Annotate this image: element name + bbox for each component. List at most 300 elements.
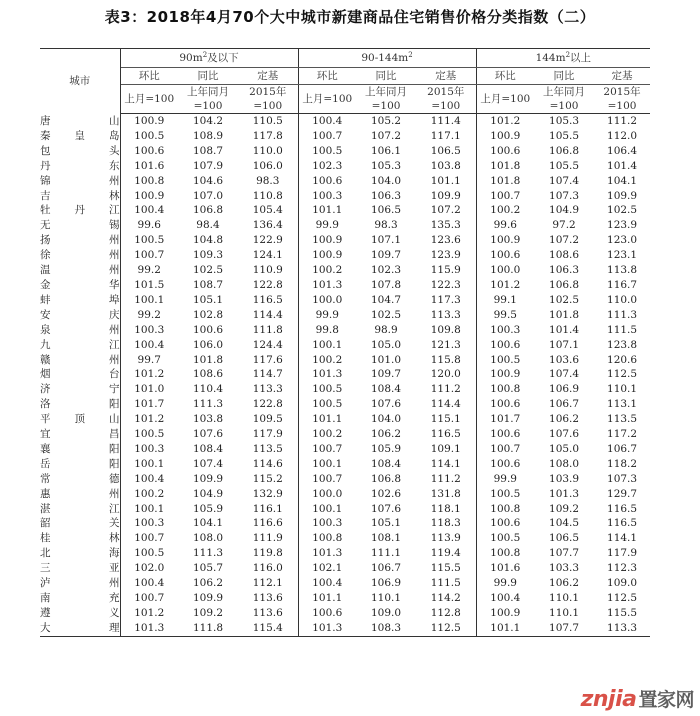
- index-value-cell: 107.4: [192, 457, 224, 470]
- base-header: 2015年=100: [594, 85, 650, 114]
- city-cell: 南充: [40, 592, 120, 604]
- index-value-cell: 100.4: [134, 204, 165, 217]
- index-value-cell: 104.7: [370, 293, 402, 306]
- index-value-cell: 111.2: [607, 115, 638, 127]
- index-value-cell: 99.9: [493, 577, 517, 590]
- index-value-cell: 101.1: [416, 174, 476, 189]
- base-header: 上年同月=100: [178, 85, 238, 114]
- index-value-cell: 105.0: [549, 442, 580, 455]
- index-value-cell: 100.8: [312, 532, 343, 545]
- index-value-cell: 110.4: [192, 383, 224, 396]
- city-cell: 泸州: [40, 577, 120, 590]
- index-value-cell: 104.8: [192, 234, 224, 247]
- index-value-cell: 122.8: [238, 397, 298, 412]
- index-value-cell: 108.9: [192, 129, 224, 142]
- index-value-cell: 115.5: [607, 606, 638, 619]
- index-value-cell: 116.5: [238, 293, 298, 308]
- index-value-cell: 101.1: [476, 621, 534, 636]
- index-value-cell: 111.3: [192, 398, 224, 411]
- index-value-cell: 121.3: [416, 338, 476, 353]
- table-row: [40, 457, 650, 472]
- index-value-cell: 104.9: [192, 487, 224, 500]
- index-value-cell: 111.2: [416, 472, 476, 487]
- index-value-cell: 114.4: [238, 308, 298, 323]
- index-value-cell: 101.5: [134, 278, 165, 291]
- index-value-cell: 108.6: [549, 249, 580, 262]
- index-value-cell: 100.3: [312, 189, 343, 202]
- index-value-cell: 136.4: [238, 218, 298, 233]
- base-header: 2015年=100: [238, 85, 298, 114]
- index-value-cell: 113.5: [607, 413, 638, 426]
- index-value-cell: 100.2: [312, 353, 343, 366]
- index-value-cell: 117.6: [238, 353, 298, 368]
- index-value-cell: 101.3: [298, 621, 356, 636]
- index-value-cell: 100.5: [134, 129, 165, 142]
- city-cell: 宜昌: [40, 428, 120, 441]
- index-value-cell: 105.1: [192, 293, 224, 306]
- metric-header: 同比: [178, 68, 238, 85]
- index-value-cell: 101.3: [312, 547, 343, 560]
- index-value-cell: 102.3: [370, 264, 402, 277]
- index-value-cell: 101.7: [134, 398, 165, 411]
- index-value-cell: 111.5: [416, 576, 476, 591]
- city-cell: 徐州: [40, 249, 120, 262]
- index-value-cell: 102.5: [607, 204, 638, 217]
- table-row: [40, 382, 650, 397]
- index-value-cell: 100.5: [490, 487, 521, 500]
- index-value-cell: 123.1: [607, 249, 638, 262]
- index-value-cell: 100.2: [312, 264, 343, 277]
- index-value-cell: 110.0: [607, 293, 638, 306]
- index-value-cell: 106.8: [549, 144, 580, 157]
- city-cell: 桂林: [40, 532, 120, 545]
- index-value-cell: 117.9: [238, 427, 298, 442]
- index-value-cell: 107.1: [370, 234, 402, 247]
- index-value-cell: 100.4: [134, 472, 165, 485]
- index-value-cell: 115.8: [416, 353, 476, 368]
- index-value-cell: 113.6: [238, 606, 298, 621]
- index-value-cell: 106.7: [607, 442, 638, 455]
- group-header-144-above: $144m^2$以上: [476, 49, 650, 68]
- index-value-cell: 101.3: [549, 487, 580, 500]
- index-value-cell: 108.0: [549, 457, 580, 470]
- header-row-bases: [40, 85, 650, 114]
- index-value-cell: 104.6: [192, 174, 224, 187]
- index-value-cell: 115.2: [238, 472, 298, 487]
- index-value-cell: 108.0: [192, 532, 224, 545]
- index-value-cell: 100.3: [312, 517, 343, 530]
- index-value-cell: 104.1: [607, 174, 638, 187]
- index-value-cell: 101.2: [490, 115, 521, 127]
- base-header: 上年同月=100: [534, 85, 594, 114]
- index-value-cell: 101.6: [490, 562, 521, 575]
- index-value-cell: 101.4: [549, 323, 580, 336]
- index-value-cell: 104.2: [192, 115, 224, 127]
- index-value-cell: 100.3: [134, 517, 165, 530]
- city-cell: 大理: [40, 621, 120, 636]
- metric-header: 同比: [356, 68, 416, 85]
- index-value-cell: 106.7: [549, 398, 580, 411]
- index-value-cell: 114.2: [416, 591, 476, 606]
- index-value-cell: 100.2: [490, 204, 521, 217]
- index-value-cell: 103.8: [416, 159, 476, 174]
- index-value-cell: 107.7: [549, 547, 580, 560]
- table-row: [40, 502, 650, 517]
- index-value-cell: 100.9: [490, 368, 521, 381]
- table-row: [40, 576, 650, 591]
- index-value-cell: 99.9: [315, 308, 339, 321]
- index-value-cell: 101.1: [312, 204, 343, 217]
- city-cell: 洛阳: [40, 398, 120, 411]
- index-value-cell: 119.4: [416, 546, 476, 561]
- index-value-cell: 101.1: [312, 413, 343, 426]
- index-value-cell: 98.4: [196, 219, 220, 232]
- index-value-cell: 105.9: [370, 442, 402, 455]
- table-row: [40, 621, 650, 636]
- index-value-cell: 101.8: [490, 159, 521, 172]
- index-value-cell: 101.1: [312, 592, 343, 604]
- base-header: 上月=100: [298, 85, 356, 114]
- index-value-cell: 101.2: [490, 278, 521, 291]
- table-row: [40, 338, 650, 353]
- index-value-cell: 109.9: [416, 189, 476, 204]
- index-value-cell: 116.6: [238, 516, 298, 531]
- index-value-cell: 102.5: [370, 308, 402, 321]
- index-value-cell: 111.1: [370, 547, 402, 560]
- index-value-cell: 106.9: [370, 577, 402, 590]
- index-value-cell: 116.5: [416, 427, 476, 442]
- index-value-cell: 135.3: [416, 218, 476, 233]
- metric-header: 环比: [476, 68, 534, 85]
- index-value-cell: 103.9: [549, 472, 580, 485]
- index-value-cell: 100.7: [134, 592, 165, 604]
- group-header-90-below: $90m^2$及以下: [120, 49, 298, 68]
- index-value-cell: 100.6: [490, 144, 521, 157]
- index-value-cell: 120.6: [607, 353, 638, 366]
- city-cell: 安庆: [40, 308, 120, 321]
- table-row: [40, 174, 650, 189]
- index-value-cell: 100.4: [134, 338, 165, 351]
- table-row: [40, 263, 650, 278]
- metric-header: 定基: [416, 68, 476, 85]
- price-index-table: [40, 48, 650, 637]
- group-header-90-144: $90-144m^2$: [298, 49, 476, 68]
- city-cell: 北海: [40, 547, 120, 560]
- index-value-cell: 106.0: [238, 159, 298, 174]
- index-value-cell: 106.5: [370, 204, 402, 217]
- table-row: [40, 516, 650, 531]
- index-value-cell: 118.1: [416, 502, 476, 517]
- index-value-cell: 106.4: [607, 144, 638, 157]
- index-value-cell: 99.8: [315, 323, 339, 336]
- index-value-cell: 100.2: [312, 428, 343, 441]
- table-row: [40, 546, 650, 561]
- city-cell: 扬州: [40, 234, 120, 247]
- index-value-cell: 100.5: [134, 234, 165, 247]
- index-value-cell: 111.4: [416, 114, 476, 129]
- index-value-cell: 107.6: [192, 428, 224, 441]
- index-value-cell: 99.7: [137, 353, 161, 366]
- index-value-cell: 100.4: [490, 592, 521, 604]
- index-value-cell: 116.7: [607, 278, 638, 291]
- index-value-cell: 100.5: [490, 532, 521, 545]
- index-value-cell: 102.0: [134, 562, 165, 575]
- index-value-cell: 101.2: [134, 606, 165, 619]
- index-value-cell: 100.8: [490, 547, 521, 560]
- city-cell: 秦皇岛: [40, 129, 120, 142]
- index-value-cell: 109.9: [607, 189, 638, 202]
- index-value-cell: 116.5: [607, 502, 638, 515]
- index-value-cell: 98.3: [238, 174, 298, 189]
- index-value-cell: 100.1: [312, 457, 343, 470]
- table-row: [40, 114, 650, 129]
- table-row: [40, 218, 650, 233]
- base-header: 2015年=100: [416, 85, 476, 114]
- index-value-cell: 109.0: [607, 577, 638, 590]
- index-value-cell: 100.9: [134, 115, 165, 127]
- index-value-cell: 101.3: [312, 368, 343, 381]
- index-value-cell: 108.4: [370, 383, 402, 396]
- table-row: [40, 472, 650, 487]
- index-value-cell: 100.3: [134, 442, 165, 455]
- index-value-cell: 100.6: [312, 174, 343, 187]
- index-value-cell: 100.0: [312, 293, 343, 306]
- index-value-cell: 106.9: [549, 383, 580, 396]
- index-value-cell: 105.4: [238, 203, 298, 218]
- index-value-cell: 100.6: [490, 398, 521, 411]
- table-row: [40, 397, 650, 412]
- index-value-cell: 124.4: [238, 338, 298, 353]
- index-value-cell: 109.9: [192, 592, 224, 604]
- index-value-cell: 106.5: [549, 532, 580, 545]
- index-value-cell: 111.5: [607, 323, 638, 336]
- index-value-cell: 100.7: [312, 129, 343, 142]
- index-value-cell: 107.6: [549, 428, 580, 441]
- index-value-cell: 117.2: [607, 428, 638, 441]
- index-value-cell: 116.1: [238, 502, 298, 517]
- city-cell: 湛江: [40, 502, 120, 515]
- index-value-cell: 110.1: [549, 606, 580, 619]
- metric-header: 环比: [298, 68, 356, 85]
- index-value-cell: 107.9: [192, 159, 224, 172]
- index-value-cell: 101.6: [134, 159, 165, 172]
- index-value-cell: 109.7: [370, 249, 402, 262]
- table-row: [40, 233, 650, 248]
- index-value-cell: 100.5: [134, 428, 165, 441]
- index-value-cell: 100.7: [490, 189, 521, 202]
- table-row: [40, 442, 650, 457]
- index-value-cell: 107.1: [549, 338, 580, 351]
- index-value-cell: 106.1: [370, 144, 402, 157]
- index-value-cell: 99.9: [315, 219, 339, 232]
- index-value-cell: 106.3: [549, 264, 580, 277]
- index-value-cell: 123.9: [416, 248, 476, 263]
- index-value-cell: 108.4: [370, 457, 402, 470]
- index-value-cell: 107.8: [370, 278, 402, 291]
- index-value-cell: 100.7: [134, 249, 165, 262]
- index-value-cell: 99.9: [493, 472, 517, 485]
- index-value-cell: 123.8: [607, 338, 638, 351]
- index-value-cell: 100.1: [134, 502, 165, 515]
- city-cell: 金华: [40, 278, 120, 291]
- index-value-cell: 131.8: [416, 487, 476, 502]
- index-value-cell: 105.7: [192, 562, 224, 575]
- index-value-cell: 112.5: [416, 621, 476, 636]
- index-value-cell: 112.8: [416, 606, 476, 621]
- index-value-cell: 105.0: [370, 338, 402, 351]
- table-row: [40, 561, 650, 576]
- index-value-cell: 101.3: [312, 278, 343, 291]
- index-value-cell: 98.9: [374, 323, 398, 336]
- index-value-cell: 102.6: [370, 487, 402, 500]
- city-cell: 泉州: [40, 323, 120, 336]
- index-value-cell: 105.2: [370, 115, 402, 127]
- index-value-cell: 100.8: [490, 383, 521, 396]
- metric-header: 定基: [594, 68, 650, 85]
- index-value-cell: 106.8: [549, 278, 580, 291]
- index-value-cell: 101.3: [120, 621, 178, 636]
- index-value-cell: 118.3: [416, 516, 476, 531]
- city-cell: 烟台: [40, 368, 120, 381]
- index-value-cell: 117.8: [238, 129, 298, 144]
- table-row: [40, 591, 650, 606]
- index-value-cell: 107.4: [549, 174, 580, 187]
- base-header: 上月=100: [120, 85, 178, 114]
- index-value-cell: 123.9: [607, 219, 638, 232]
- index-value-cell: 110.1: [370, 592, 402, 604]
- index-value-cell: 102.8: [192, 308, 224, 321]
- table-row: [40, 248, 650, 263]
- index-value-cell: 106.8: [370, 472, 402, 485]
- index-value-cell: 100.4: [312, 577, 343, 590]
- metric-header: 环比: [120, 68, 178, 85]
- city-cell: 蚌埠: [40, 293, 120, 306]
- index-value-cell: 100.8: [134, 174, 165, 187]
- table-row: [40, 144, 650, 159]
- index-value-cell: 100.1: [312, 338, 343, 351]
- table-row: [40, 189, 650, 204]
- index-value-cell: 108.7: [192, 144, 224, 157]
- index-value-cell: 113.3: [416, 308, 476, 323]
- index-value-cell: 100.6: [490, 457, 521, 470]
- index-value-cell: 100.6: [312, 606, 343, 619]
- table-row: [40, 293, 650, 308]
- city-cell: 常德: [40, 472, 120, 485]
- index-value-cell: 107.2: [416, 203, 476, 218]
- index-value-cell: 99.1: [493, 293, 517, 306]
- index-value-cell: 107.4: [549, 368, 580, 381]
- index-value-cell: 99.6: [493, 219, 517, 232]
- index-value-cell: 111.8: [238, 323, 298, 338]
- index-value-cell: 100.5: [312, 398, 343, 411]
- city-cell: 包头: [40, 144, 120, 157]
- index-value-cell: 108.7: [192, 278, 224, 291]
- index-value-cell: 100.3: [134, 323, 165, 336]
- index-value-cell: 106.2: [549, 577, 580, 590]
- index-value-cell: 104.9: [549, 204, 580, 217]
- index-value-cell: 103.8: [192, 413, 224, 426]
- index-value-cell: 115.5: [416, 561, 476, 576]
- index-value-cell: 104.5: [549, 517, 580, 530]
- index-value-cell: 122.8: [238, 278, 298, 293]
- index-value-cell: 109.1: [416, 442, 476, 457]
- index-value-cell: 103.3: [549, 562, 580, 575]
- index-value-cell: 101.8: [549, 308, 580, 321]
- city-cell: 赣州: [40, 353, 120, 366]
- index-value-cell: 115.1: [416, 412, 476, 427]
- index-value-cell: 111.3: [192, 547, 224, 560]
- table-row: [40, 308, 650, 323]
- index-value-cell: 107.0: [192, 189, 224, 202]
- index-value-cell: 100.9: [134, 189, 165, 202]
- index-value-cell: 109.3: [192, 249, 224, 262]
- index-value-cell: 110.0: [238, 144, 298, 159]
- index-value-cell: 114.4: [416, 397, 476, 412]
- index-value-cell: 100.1: [134, 457, 165, 470]
- index-value-cell: 101.4: [607, 159, 638, 172]
- index-value-cell: 110.1: [549, 592, 580, 604]
- index-value-cell: 123.6: [416, 233, 476, 248]
- index-value-cell: 116.0: [238, 561, 298, 576]
- city-cell: 锦州: [40, 174, 120, 187]
- index-value-cell: 106.8: [192, 204, 224, 217]
- metric-header: 定基: [238, 68, 298, 85]
- index-value-cell: 100.1: [312, 502, 343, 515]
- index-value-cell: 100.6: [490, 249, 521, 262]
- index-value-cell: 99.2: [137, 308, 161, 321]
- city-cell: 丹东: [40, 159, 120, 172]
- index-value-cell: 101.0: [134, 383, 165, 396]
- city-cell: 吉林: [40, 189, 120, 202]
- index-value-cell: 106.5: [416, 144, 476, 159]
- index-value-cell: 107.6: [370, 398, 402, 411]
- index-value-cell: 106.3: [370, 189, 402, 202]
- index-value-cell: 109.5: [238, 412, 298, 427]
- table-row: [40, 323, 650, 338]
- table-row: [40, 412, 650, 427]
- index-value-cell: 108.4: [192, 442, 224, 455]
- index-value-cell: 122.9: [238, 233, 298, 248]
- index-value-cell: 110.8: [238, 189, 298, 204]
- index-value-cell: 108.3: [356, 621, 416, 636]
- index-value-cell: 107.2: [549, 234, 580, 247]
- index-value-cell: 109.9: [192, 472, 224, 485]
- index-value-cell: 100.0: [312, 487, 343, 500]
- index-value-cell: 100.9: [312, 249, 343, 262]
- index-value-cell: 114.6: [238, 457, 298, 472]
- index-value-cell: 113.8: [607, 264, 638, 277]
- index-value-cell: 102.1: [312, 562, 343, 575]
- index-value-cell: 102.5: [549, 293, 580, 306]
- index-value-cell: 118.2: [607, 457, 638, 470]
- index-value-cell: 114.7: [238, 367, 298, 382]
- index-value-cell: 99.5: [493, 308, 517, 321]
- base-header: 上年同月=100: [356, 85, 416, 114]
- index-value-cell: 100.9: [312, 234, 343, 247]
- index-value-cell: 100.6: [192, 323, 224, 336]
- index-value-cell: 110.1: [607, 383, 638, 396]
- city-cell: 平顶山: [40, 413, 120, 426]
- header-row-groups: [40, 49, 650, 68]
- index-value-cell: 101.0: [370, 353, 402, 366]
- table-row: [40, 129, 650, 144]
- index-value-cell: 112.5: [607, 368, 638, 381]
- index-value-cell: 109.8: [416, 323, 476, 338]
- index-value-cell: 109.7: [370, 368, 402, 381]
- index-value-cell: 101.8: [490, 174, 521, 187]
- index-value-cell: 105.5: [549, 159, 580, 172]
- index-value-cell: 100.6: [490, 338, 521, 351]
